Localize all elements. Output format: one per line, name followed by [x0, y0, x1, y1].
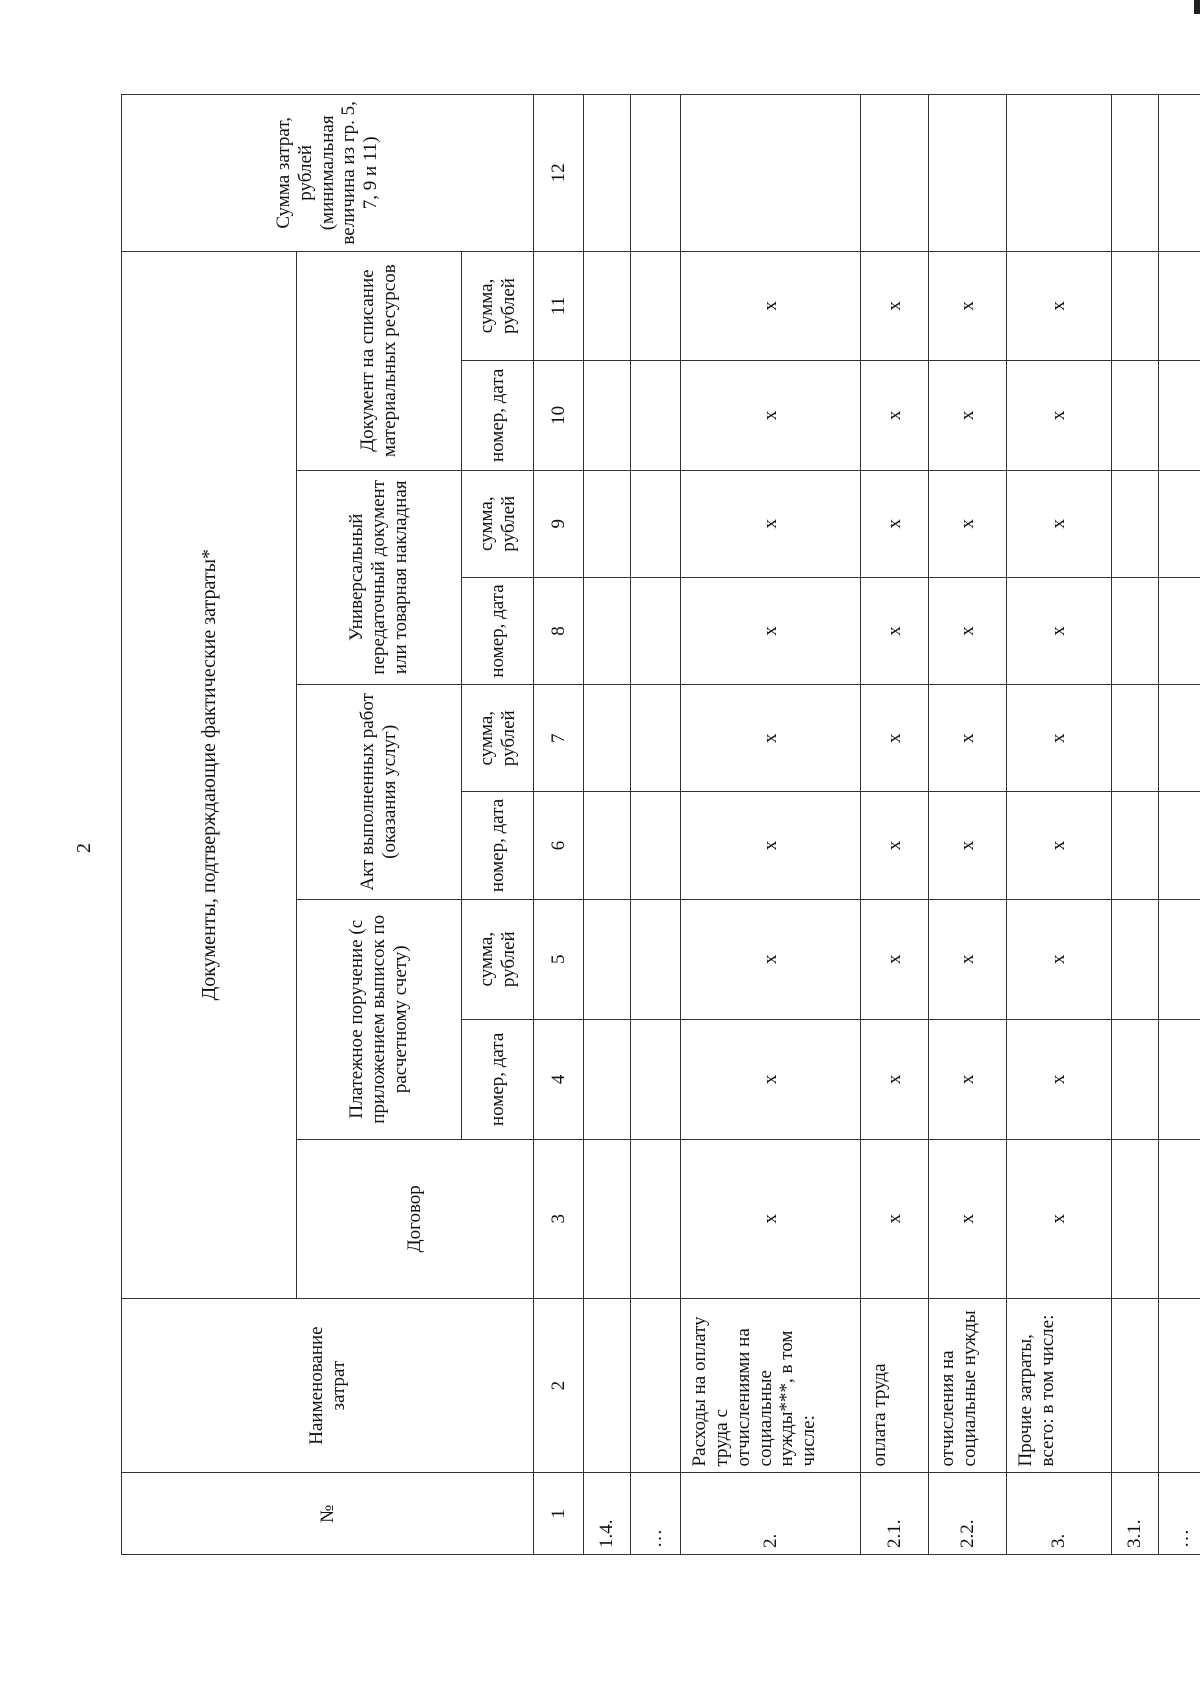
subheader-number-date: номер, дата — [462, 361, 534, 470]
value-cell — [1159, 1139, 1200, 1298]
cost-name-cell: Прочие затраты, всего: в том числе: — [1007, 1298, 1112, 1473]
value-cell — [584, 361, 631, 470]
value-cell: х — [1007, 792, 1112, 899]
value-cell: х — [861, 1139, 929, 1298]
value-cell: х — [681, 1139, 861, 1298]
value-cell — [1112, 361, 1159, 470]
row-number-cell: 2.2. — [929, 1473, 1007, 1555]
column-numbers-row — [534, 95, 584, 1555]
value-cell — [1112, 251, 1159, 360]
column-number: 3 — [534, 1139, 584, 1298]
value-cell — [631, 899, 681, 1019]
table-row — [1159, 95, 1200, 1555]
value-cell — [584, 899, 631, 1019]
value-cell: х — [681, 899, 861, 1019]
cost-name-cell — [631, 1298, 681, 1473]
value-cell — [1159, 361, 1200, 470]
value-cell: х — [681, 251, 861, 360]
total-cell — [631, 95, 681, 252]
value-cell — [1159, 470, 1200, 577]
column-number: 11 — [534, 251, 584, 360]
table-row — [1007, 95, 1112, 1555]
value-cell — [631, 470, 681, 577]
total-cell — [681, 95, 861, 252]
value-cell: х — [861, 470, 929, 577]
value-cell: х — [861, 577, 929, 684]
col-upd-header: Универсальный передаточный документ или товарная накладная — [297, 470, 462, 685]
subheader-number-date: номер, дата — [462, 577, 534, 684]
column-number: 1 — [534, 1473, 584, 1555]
value-cell — [1112, 792, 1159, 899]
value-cell: х — [929, 899, 1007, 1019]
value-cell: х — [1007, 361, 1112, 470]
header-row-top — [122, 95, 297, 1555]
col-no-header: № — [122, 1473, 534, 1555]
col-act-header: Акт выполненных работ (оказания услуг) — [297, 685, 462, 900]
table-row — [929, 95, 1007, 1555]
value-cell: х — [861, 1019, 929, 1139]
row-number-cell: 2.1. — [861, 1473, 929, 1555]
value-cell: х — [681, 685, 861, 792]
costs-table — [121, 94, 1200, 1555]
value-cell — [584, 1019, 631, 1139]
value-cell: х — [1007, 470, 1112, 577]
value-cell — [631, 685, 681, 792]
table-body — [584, 95, 1200, 1555]
value-cell — [1112, 1019, 1159, 1139]
value-cell: х — [1007, 685, 1112, 792]
value-cell — [584, 251, 631, 360]
value-cell — [1159, 899, 1200, 1019]
total-cell — [861, 95, 929, 252]
value-cell: х — [929, 251, 1007, 360]
value-cell: х — [861, 361, 929, 470]
subheader-sum: сумма, рублей — [462, 251, 534, 360]
value-cell: х — [929, 792, 1007, 899]
value-cell: х — [929, 685, 1007, 792]
value-cell: х — [1007, 577, 1112, 684]
docs-group-header: Документы, подтверждающие фактические затраты* — [122, 251, 297, 1298]
value-cell — [584, 685, 631, 792]
cost-name-cell: Расходы на оплату труда с отчислениями на социальные нужды***, в том числе: — [681, 1298, 861, 1473]
value-cell — [584, 470, 631, 577]
value-cell — [631, 1139, 681, 1298]
value-cell: х — [861, 251, 929, 360]
col-total-header: Сумма затрат, рублей (минимальная величина из гр. 5, 7, 9 и 11) — [122, 95, 534, 252]
value-cell: х — [929, 361, 1007, 470]
subheader-sum: сумма, рублей — [462, 685, 534, 792]
column-number: 8 — [534, 577, 584, 684]
subheader-number-date: номер, дата — [462, 1019, 534, 1139]
col-name-header: Наименование затрат — [122, 1298, 534, 1473]
total-cell — [929, 95, 1007, 252]
value-cell: х — [681, 470, 861, 577]
row-number-cell: … — [1159, 1473, 1200, 1555]
value-cell — [584, 792, 631, 899]
value-cell — [1112, 899, 1159, 1019]
col-contract-header: Договор — [297, 1139, 534, 1298]
table-row — [1112, 95, 1159, 1555]
value-cell — [631, 361, 681, 470]
value-cell — [631, 792, 681, 899]
value-cell — [1112, 577, 1159, 684]
total-cell — [1112, 95, 1159, 252]
column-number: 2 — [534, 1298, 584, 1473]
subheader-sum: сумма, рублей — [462, 899, 534, 1019]
value-cell — [1159, 577, 1200, 684]
cost-name-cell — [1159, 1298, 1200, 1473]
value-cell: х — [681, 577, 861, 684]
value-cell: х — [929, 1139, 1007, 1298]
row-number-cell: 2. — [681, 1473, 861, 1555]
col-writeoff-header: Документ на списание материальных ресурсов — [297, 251, 462, 470]
value-cell — [584, 577, 631, 684]
total-cell — [1007, 95, 1112, 252]
value-cell: х — [1007, 1019, 1112, 1139]
table-row — [681, 95, 861, 1555]
column-number: 7 — [534, 685, 584, 792]
subheader-sum: сумма, рублей — [462, 470, 534, 577]
cost-name-cell — [584, 1298, 631, 1473]
column-number: 12 — [534, 95, 584, 252]
value-cell: х — [929, 577, 1007, 684]
value-cell — [584, 1139, 631, 1298]
col-payment-header: Платежное поручение (с приложением выписок по расчетному счету) — [297, 899, 462, 1139]
total-cell — [584, 95, 631, 252]
value-cell: х — [861, 685, 929, 792]
value-cell — [631, 251, 681, 360]
value-cell: х — [1007, 251, 1112, 360]
column-number: 4 — [534, 1019, 584, 1139]
row-number-cell: 1.4. — [584, 1473, 631, 1555]
value-cell — [631, 577, 681, 684]
column-number: 9 — [534, 470, 584, 577]
value-cell — [1159, 1019, 1200, 1139]
value-cell — [1112, 1139, 1159, 1298]
value-cell: х — [861, 792, 929, 899]
table-row — [861, 95, 929, 1555]
rotated-table-wrapper — [121, 94, 1193, 1555]
total-cell — [1159, 95, 1200, 252]
column-number: 10 — [534, 361, 584, 470]
value-cell: х — [929, 1019, 1007, 1139]
scan-corner-mark — [1194, 0, 1200, 14]
value-cell: х — [1007, 899, 1112, 1019]
value-cell — [1159, 251, 1200, 360]
cost-name-cell — [1112, 1298, 1159, 1473]
page-number: 2 — [73, 843, 95, 853]
row-number-cell: … — [631, 1473, 681, 1555]
value-cell — [1159, 792, 1200, 899]
subheader-number-date: номер, дата — [462, 792, 534, 899]
value-cell: х — [681, 1019, 861, 1139]
column-number: 5 — [534, 899, 584, 1019]
value-cell: х — [681, 361, 861, 470]
value-cell: х — [681, 792, 861, 899]
value-cell: х — [929, 470, 1007, 577]
value-cell — [1112, 685, 1159, 792]
table-row — [631, 95, 681, 1555]
table-row — [584, 95, 631, 1555]
value-cell: х — [861, 899, 929, 1019]
row-number-cell: 3. — [1007, 1473, 1112, 1555]
row-number-cell: 3.1. — [1112, 1473, 1159, 1555]
value-cell — [1112, 470, 1159, 577]
cost-name-cell: оплата труда — [861, 1298, 929, 1473]
cost-name-cell: отчисления на социальные нужды — [929, 1298, 1007, 1473]
value-cell — [631, 1019, 681, 1139]
value-cell: х — [1007, 1139, 1112, 1298]
column-number: 6 — [534, 792, 584, 899]
value-cell — [1159, 685, 1200, 792]
